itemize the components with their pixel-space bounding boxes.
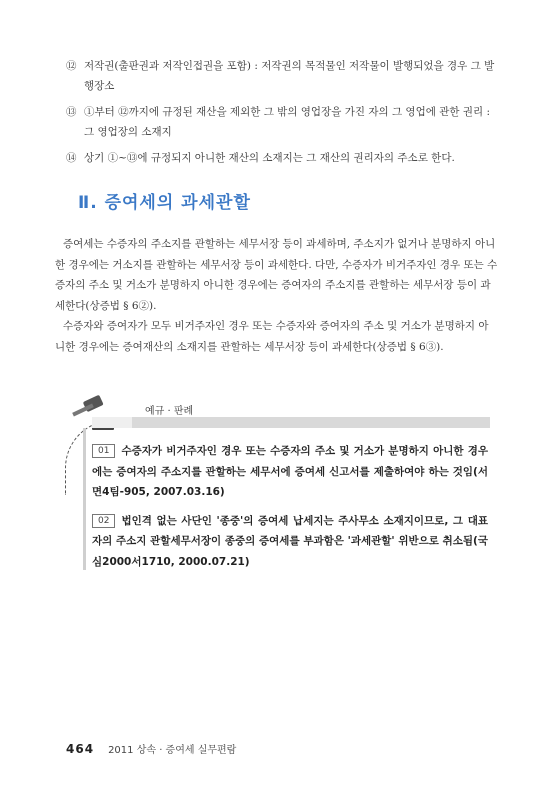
paragraph: 증여세는 수증자의 주소지를 관할하는 세무서장 등이 과세하며, 주소지가 없거나 분명하지 아니한 경우에는 거소지를 관할하는 세무서장 등이 과세한다. 다만, 수증자가 비거주자인 경우 또는 수증자의 주소 및 거소가 분명하지 아니한 경우에는 증여자의 주소지를 관할하는 세무서장 등이 과세한다(상증법 § 6②). <box>55 238 498 312</box>
section-title: Ⅱ. 증여세의 과세관할 <box>78 193 251 213</box>
list-item <box>66 56 496 96</box>
case-number-badge: 02 <box>92 514 115 528</box>
list-text: 저작권(출판권과 저작인접권을 포함) : 저작권의 목적물인 저작물이 발행되었을 경우 그 발행장소 <box>84 60 495 92</box>
case-item <box>92 511 488 573</box>
list-text: 상기 ①~⑬에 규정되지 아니한 재산의 소재지는 그 재산의 권리자의 주소로 한다. <box>84 152 455 164</box>
case-text: 법인격 없는 사단인 '종중'의 증여세 납세지는 주사무소 소재지이므로, 그 대표자의 주소지 관할세무서장이 종중의 증여세를 부과함은 '과세관할' 위반으로 취소됨(국심2000서1710, 2000.07.21) <box>92 514 488 568</box>
case-number-badge: 01 <box>92 444 115 458</box>
examples-list <box>92 441 488 572</box>
property-location-list <box>66 56 496 168</box>
list-item <box>66 102 496 142</box>
list-number: ⑭ <box>66 152 77 164</box>
list-text: ①부터 ⑫까지에 규정된 재산을 제외한 그 밖의 영업장을 가진 자의 그 영업에 관한 권리 : 그 영업장의 소재지 <box>84 106 490 138</box>
list-item <box>66 148 496 168</box>
body-text <box>55 234 498 357</box>
list-number: ⑬ <box>66 106 77 118</box>
page-number: 464 <box>66 742 95 756</box>
book-title: 2011 상속 · 증여세 실무편람 <box>108 745 237 756</box>
gavel-icon <box>64 394 116 434</box>
case-item <box>92 441 488 503</box>
vertical-rule <box>83 428 86 570</box>
examples-label: 예규 · 판례 <box>145 406 194 417</box>
paragraph: 수증자와 증여자가 모두 비거주자인 경우 또는 수증자와 증여자의 주소 및 거소가 분명하지 아니한 경우에는 증여재산의 소재지를 관할하는 세무서장 등이 과세한다(상증법 § 6③). <box>55 320 489 353</box>
label-bar <box>132 417 490 428</box>
page-footer <box>66 741 236 756</box>
list-number: ⑫ <box>66 60 77 72</box>
label-bar-left <box>92 417 132 428</box>
case-text: 수증자가 비거주자인 경우 또는 수증자의 주소 및 거소가 분명하지 아니한 경우에는 증여자의 주소지를 관할하는 세무서에 증여세 신고서를 제출하여야 하는 것임(서면4팀-905, 2007.03.16) <box>92 445 488 498</box>
